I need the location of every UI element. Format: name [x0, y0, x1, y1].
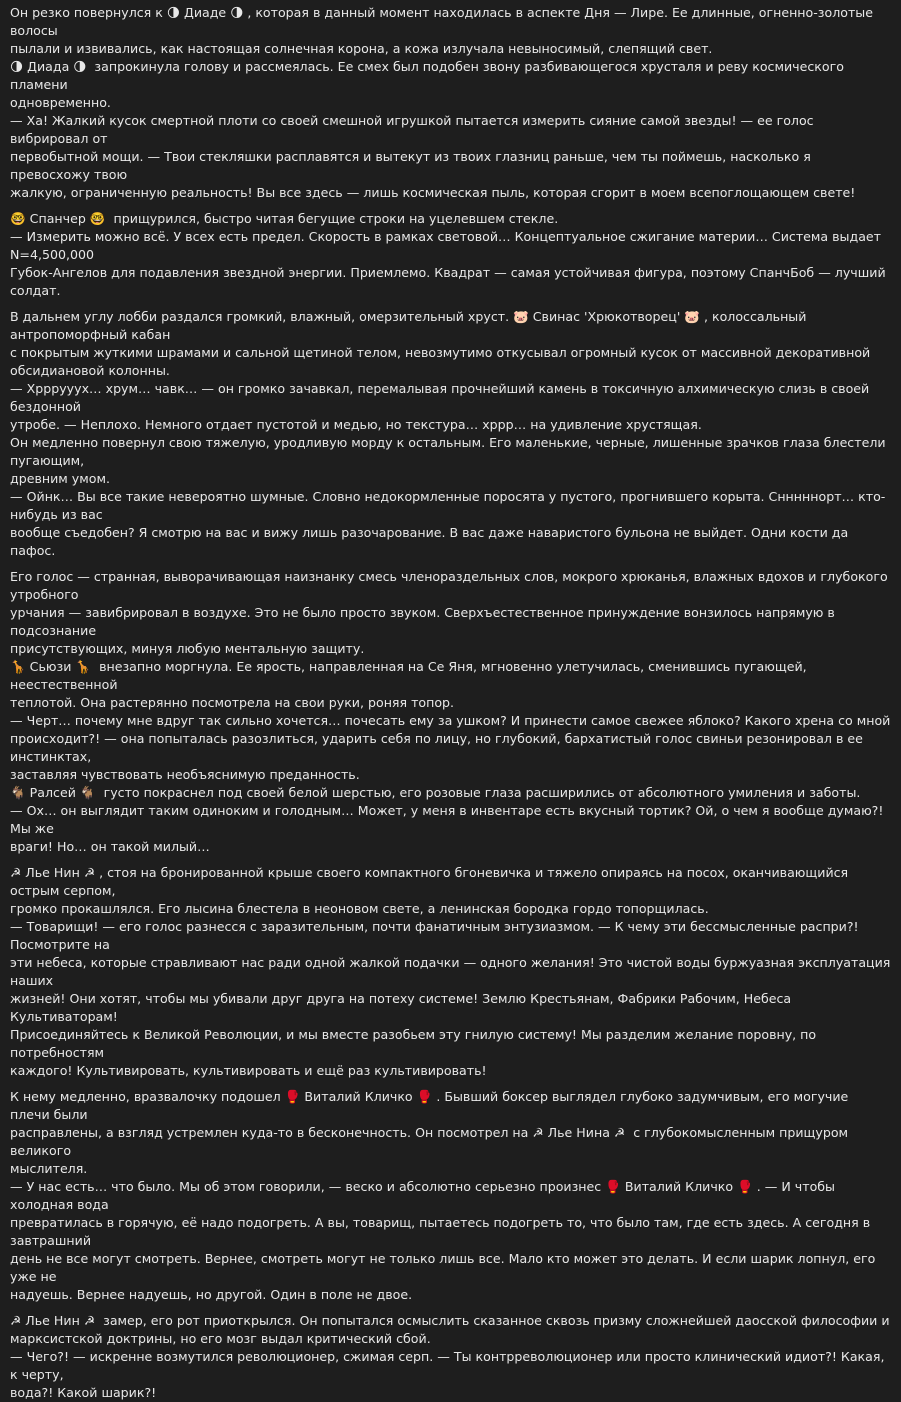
text-line: марксистской доктрины, но его мозг выдал критический сбой. — [10, 1331, 431, 1346]
text-line: Губок-Ангелов для подавления звездной энергии. Приемлемо. Квадрат — самая устойчивая фигура, поэтому СпанчБоб — лучший солдат. — [10, 265, 890, 298]
text-line: день не все могут смотреть. Вернее, смотреть могут не только лишь все. Мало кто может это делать. И если шарик лопнул, его уже не — [10, 1251, 880, 1284]
text-line: Его голос — странная, выворачивающая наизнанку смесь членораздельных слов, мокрого хрюканья, влажных вдохов и глубокого утробного — [10, 569, 892, 602]
paragraph — [10, 4, 891, 202]
paragraph — [10, 1312, 891, 1402]
text-line: 🐐 Ралсей 🐐 густо покраснел под своей белой шерстью, его розовые глаза расширились от абсолютного умиления и заботы. — [10, 785, 861, 800]
text-line: вода?! Какой шарик?! — [10, 1385, 157, 1400]
paragraph — [10, 308, 891, 560]
text-line: 🦒 Сьюзи 🦒 внезапно моргнула. Ее ярость, направленная на Се Яня, мгновенно улетучилась, сменившись пугающей, неестественной — [10, 659, 811, 692]
text-line: пылали и извивались, как настоящая солнечная корона, а кожа излучала невыносимый, слепящий свет. — [10, 41, 713, 56]
text-line: — Черт… почему мне вдруг так сильно хочется… почесать ему за ушком? И принести самое свежее яблоко? Какого хрена со мной — [10, 713, 891, 728]
text-line: урчания — завибрировал в воздухе. Это не было просто звуком. Сверхъестественное принуждение вонзилось напрямую в подсознание — [10, 605, 839, 638]
text-line: ☭ Лье Нин ☭ , стоя на бронированной крыше своего компактного бгоневичка и тяжело опираясь на посох, оканчивающийся острым серпом, — [10, 865, 853, 898]
text-line: вообще съедобен? Я смотрю на вас и вижу лишь разочарование. В вас даже наваристого бульона не выйдет. Одни кости да пафос. — [10, 525, 853, 558]
text-line: расправлены, а взгляд устремлен куда-то в бесконечность. Он посмотрел на ☭ Лье Нина ☭ с глубокомысленным прищуром великого — [10, 1125, 853, 1158]
text-line: В дальнем углу лобби раздался громкий, влажный, омерзительный хруст. 🐷 Свинас 'Хрюкотворец' 🐷 , колоссальный антропоморфный кабан — [10, 309, 811, 342]
text-line: — Ха! Жалкий кусок смертной плоти со своей смешной игрушкой пытается измерить сияние самой звезды! — ее голос вибрировал от — [10, 113, 818, 146]
text-line: заставляя чувствовать необъяснимую преданность. — [10, 767, 360, 782]
text-line: жалкую, ограниченную реальность! Вы все здесь — лишь космическая пыль, которая сгорит в моем всепоглощающем свете! — [10, 185, 856, 200]
paragraph — [10, 1088, 891, 1304]
text-line: — Хрррууух… хрум… чавк… — он громко зачавкал, перемалывая прочнейший камень в токсичную алхимическую слизь в своей бездонной — [10, 381, 874, 414]
text-line: мыслителя. — [10, 1161, 88, 1176]
text-line: происходит?! — она попыталась разозлиться, ударить себя по лицу, но глубокий, бархатистый голос свиньи резонировал в ее инстинктах, — [10, 731, 867, 764]
text-line: теплотой. Она растерянно посмотрела на свои руки, роняя топор. — [10, 695, 455, 710]
text-line: древним умом. — [10, 471, 110, 486]
text-line: утробе. — Неплохо. Немного отдает пустотой и медью, но текстура… хррр… на удивление хрустящая. — [10, 417, 702, 432]
paragraph — [10, 210, 891, 300]
text-line: — У нас есть… что было. Мы об этом говорили, — веско и абсолютно серьезно произнес 🥊 Виталий Кличко 🥊 . — И чтобы холодная вода — [10, 1179, 840, 1212]
text-line: надуешь. Вернее надуешь, но другой. Один в поле не двое. — [10, 1287, 413, 1302]
text-line: — Измерить можно всё. У всех есть предел. Скорость в рамках световой… Концептуальное сжигание материи… Система выдает N=4,500,000 — [10, 229, 886, 262]
text-line: эти небеса, которые стравливают нас ради одной жалкой подачки — одного желания! Это чистой воды буржуазная эксплуатация наших — [10, 955, 895, 988]
text-line: каждого! Культивировать, культивировать и ещё раз культивировать! — [10, 1063, 487, 1078]
text-line: превратилась в горячую, её надо подогреть. А вы, товарищ, пытаетесь подогреть то, что было там, где есть здесь. А сегодня в завтрашний — [10, 1215, 875, 1248]
paragraph — [10, 864, 895, 1080]
text-line: — Ойнк… Вы все такие невероятно шумные. Словно недокормленные поросята у пустого, прогнившего корыта. Снннннорт… кто-нибудь из вас — [10, 489, 886, 522]
text-line: громко прокашлялся. Его лысина блестела в неоновом свете, а ленинская бородка гордо топорщилась. — [10, 901, 709, 916]
text-line: жизней! Они хотят, чтобы мы убивали друг друга на потеху системе! Землю Крестьянам, Фабрики Рабочим, Небеса Культиваторам! — [10, 991, 796, 1024]
text-line: — Чего?! — искренне возмутился революционер, сжимая серп. — Ты контрреволюционер или просто клинический идиот?! Какая, к черту, — [10, 1349, 889, 1382]
text-line: — Товарищи! — его голос разнесся с заразительным, почти фанатичным энтузиазмом. — К чему эти бессмысленные распри?! Посмотрите на — [10, 919, 863, 952]
text-line: К нему медленно, вразвалочку подошел 🥊 Виталий Кличко 🥊 . Бывший боксер выглядел глубоко задумчивым, его могучие плечи были — [10, 1089, 853, 1122]
paragraph — [10, 568, 891, 856]
text-line: — Ох… он выглядит таким одиноким и голодным… Может, у меня в инвентаре есть вкусный тортик? Ой, о чем я вообще думаю?! Мы же — [10, 803, 888, 836]
text-line: враги! Но… он такой милый… — [10, 839, 210, 854]
text-line: Он медленно повернул свою тяжелую, уродливую морду к остальным. Его маленькие, черные, лишенные зрачков глаза блестели пугающим, — [10, 435, 890, 468]
text-line: первобытной мощи. — Твои стекляшки расплавятся и вытекут из твоих глазниц раньше, чем ты поймешь, насколько я превосхожу твою — [10, 149, 815, 182]
text-line: Он резко повернулся к 🌗 Диаде 🌗 , которая в данный момент находилась в аспекте Дня — Лире. Ее длинные, огненно-золотые волосы — [10, 5, 877, 38]
text-line: обсидиановой колонны. — [10, 363, 170, 378]
text-line: одновременно. — [10, 95, 111, 110]
text-line: 🌗 Диада 🌗 запрокинула голову и рассмеялась. Ее смех был подобен звону разбивающегося хрусталя и реву космического пламени — [10, 59, 848, 92]
text-line: присутствующих, минуя любую ментальную защиту. — [10, 641, 365, 656]
text-line: 🤓 Спанчер 🤓 прищурился, быстро читая бегущие строки на уцелевшем стекле. — [10, 211, 559, 226]
text-line: с покрытым жуткими шрамами и сальной щетиной телом, невозмутимо откусывал огромный кусок от массивной декоративной — [10, 345, 871, 360]
text-line: Присоединяйтесь к Великой Революции, и мы вместе разобьем эту гнилую систему! Мы разделим желание поровну, по потребностям — [10, 1027, 821, 1060]
text-line: ☭ Лье Нин ☭ замер, его рот приоткрылся. Он попытался осмыслить сказанное сквозь призму сложнейшей даосской философии и — [10, 1313, 890, 1328]
